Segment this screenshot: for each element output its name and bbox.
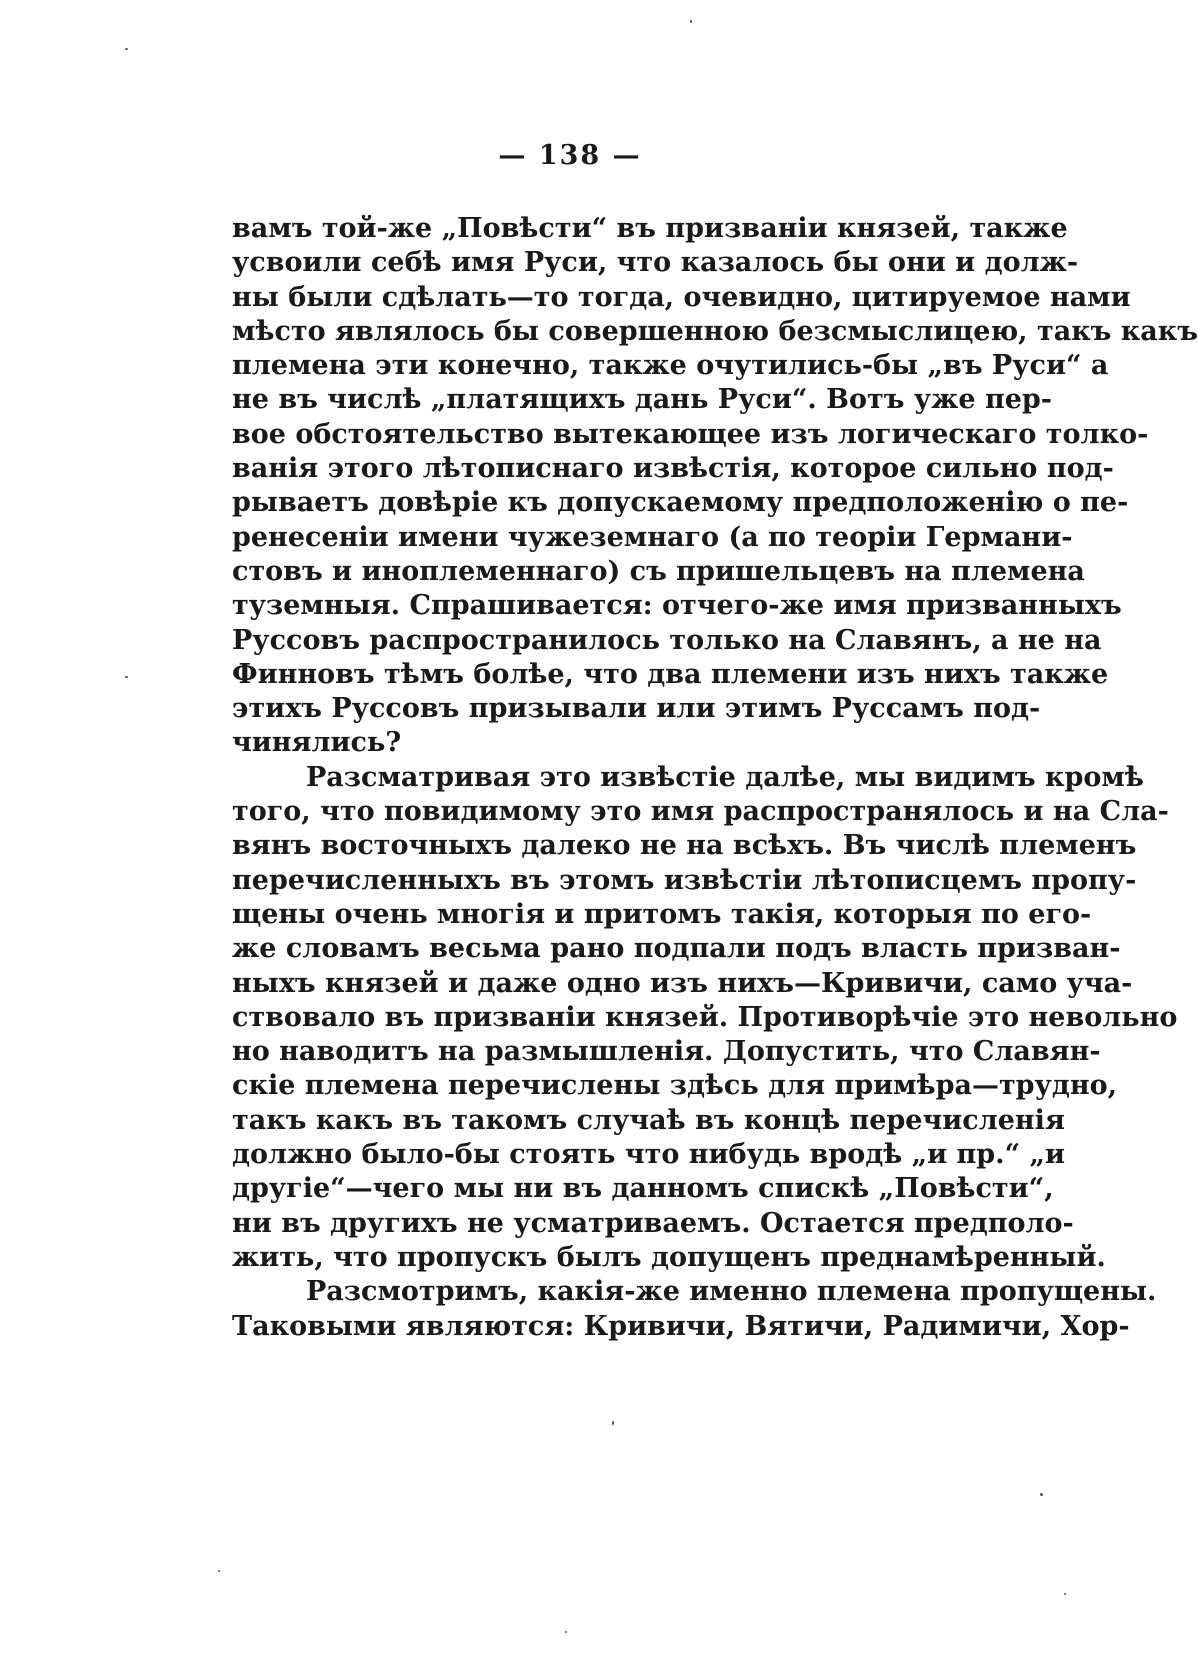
body-text — [232, 212, 1198, 1344]
text-line: мѣсто являлось бы совершенною безсмыслицею, такъ какъ — [232, 315, 1198, 347]
scan-speck — [690, 20, 692, 23]
text-line: же словамъ весьма рано подпали подъ власть призван- — [232, 933, 1121, 965]
text-line: щены очень многія и притомъ такія, которыя по его- — [232, 898, 1092, 930]
text-line: жить, что пропускъ былъ допущенъ преднамѣренный. — [232, 1241, 1106, 1273]
text-line: туземныя. Спрашивается: отчего-же имя призванныхъ — [232, 590, 1122, 622]
text-line: ствовало въ призваніи князей. Противорѣчіе это невольно — [232, 1001, 1178, 1033]
page-number: — 138 — — [498, 140, 642, 171]
text-line: Финновъ тѣмъ болѣе, что два племени изъ нихъ также — [232, 658, 1109, 690]
text-line: вамъ той-же „Повѣсти“ въ призваніи князей, также — [232, 213, 1068, 244]
text-line: Разсмотримъ, какія-же именно племена пропущены. — [306, 1276, 1157, 1308]
scan-speck — [565, 1631, 567, 1633]
text-line: стовъ и иноплеменнаго) съ пришельцевъ на племена — [232, 555, 1085, 587]
text-line: рываетъ довѣріе къ допускаемому предположенію о пе- — [232, 487, 1129, 519]
text-line: вянъ восточныхъ далеко не на всѣхъ. Въ числѣ племенъ — [232, 830, 1137, 862]
text-line: этихъ Руссовъ призывали или этимъ Руссамъ под- — [232, 693, 1041, 725]
text-line: Разсматривая это извѣстіе далѣе, мы видимъ кромѣ — [306, 761, 1144, 793]
scan-speck — [125, 676, 128, 678]
text-line: усвоили себѣ имя Руси, что казалось бы они и долж- — [232, 247, 1079, 279]
text-line: ванія этого лѣтописнаго извѣстія, которое сильно под- — [232, 453, 1114, 485]
scan-speck — [612, 1421, 614, 1425]
text-line: ни въ другихъ не усматриваемъ. Остается предполо- — [232, 1207, 1074, 1239]
text-line: другіе“—чего мы ни въ данномъ спискѣ „Повѣсти“, — [232, 1173, 1054, 1205]
text-line: такъ какъ въ такомъ случаѣ въ концѣ перечисленія — [232, 1104, 1065, 1136]
text-line: должно было-бы стоять что нибудь вродѣ „и пр.“ „и — [232, 1139, 1066, 1171]
text-line: не въ числѣ „платящихъ дань Руси“. Вотъ уже пер- — [232, 384, 1052, 416]
text-line: вое обстоятельство вытекающее изъ логическаго толко- — [232, 418, 1149, 450]
scan-speck — [1040, 1493, 1043, 1496]
text-line: ны были сдѣлать—то тогда, очевидно, цитируемое нами — [232, 281, 1131, 313]
text-line: ныхъ князей и даже одно изъ нихъ—Кривичи, само уча- — [232, 967, 1133, 999]
scan-speck — [218, 1570, 220, 1572]
text-line: Руссовъ распространилось только на Славянъ, а не на — [232, 624, 1102, 656]
text-line: но наводитъ на размышленія. Допустить, что Славян- — [232, 1036, 1101, 1068]
text-line: ренесеніи имени чужеземнаго (а по теоріи Германи- — [232, 521, 1073, 553]
text-line: Таковыми являются: Кривичи, Вятичи, Радимичи, Хор- — [232, 1310, 1130, 1342]
text-line: скіе племена перечислены здѣсь для примѣра—трудно, — [232, 1070, 1118, 1102]
scan-speck — [125, 48, 128, 50]
text-line: племена эти конечно, также очутились-бы „въ Руси“ а — [232, 350, 1109, 382]
text-line: того, что повидимому это имя распространялось и на Сла- — [232, 796, 1169, 828]
scan-speck — [1064, 1593, 1066, 1595]
text-line: чинялись? — [232, 727, 402, 759]
text-line: перечисленныхъ въ этомъ извѣстіи лѣтописцемъ пропу- — [232, 864, 1137, 896]
